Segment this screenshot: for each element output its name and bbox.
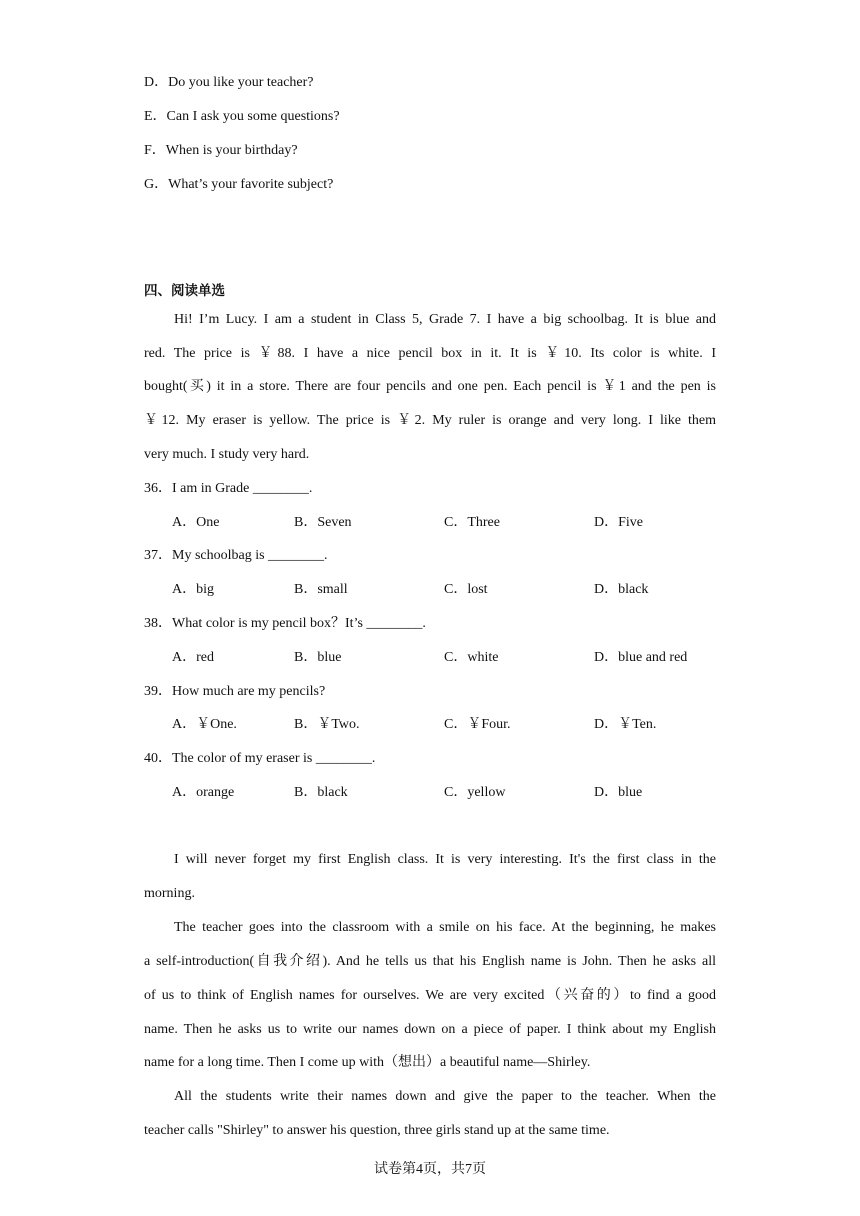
option-c[interactable]: C．yellow xyxy=(444,785,506,800)
option-a[interactable]: A．One xyxy=(172,515,220,530)
question-36-stem: 36．I am in Grade ________. xyxy=(144,481,313,496)
option-d[interactable]: D．blue and red xyxy=(594,650,688,665)
answer-option-g: G．What’s your favorite subject? xyxy=(144,177,334,192)
answer-option-e: E．Can I ask you some questions? xyxy=(144,109,340,124)
question-36-options xyxy=(172,513,732,533)
passage2-line: of us to think of English names for ourselves. We are very excited（兴奋的）to find a good xyxy=(144,988,716,1003)
option-c[interactable]: C．Three xyxy=(444,515,500,530)
option-b[interactable]: B．Seven xyxy=(294,515,352,530)
answer-option-d: D．Do you like your teacher? xyxy=(144,75,314,90)
option-b[interactable]: B．small xyxy=(294,582,348,597)
question-40-stem: 40．The color of my eraser is ________. xyxy=(144,751,376,766)
option-d[interactable]: D．Five xyxy=(594,515,643,530)
option-d[interactable]: D．blue xyxy=(594,785,643,800)
option-b[interactable]: B．blue xyxy=(294,650,342,665)
question-37-stem: 37．My schoolbag is ________. xyxy=(144,548,328,563)
passage2-line: teacher calls "Shirley" to answer his question, three girls stand up at the same time. xyxy=(144,1123,610,1138)
option-a[interactable]: A．￥One. xyxy=(172,717,237,732)
option-c[interactable]: C．￥Four. xyxy=(444,717,511,732)
option-a[interactable]: A．red xyxy=(172,650,214,665)
passage2-line: a self-introduction(自我介绍). And he tells us that his English name is John. Then he asks all xyxy=(144,954,716,969)
passage1-line: red. The price is ￥88. I have a nice pencil box in it. It is ￥10. Its color is white. I xyxy=(144,346,716,361)
passage1-line: bought(买) it in a store. There are four pencils and one pen. Each pencil is ￥1 and the pen is xyxy=(144,379,716,394)
section-title: 四、阅读单选 xyxy=(144,283,225,299)
option-d[interactable]: D．￥Ten. xyxy=(594,717,657,732)
option-a[interactable]: A．orange xyxy=(172,785,235,800)
question-39-stem: 39．How much are my pencils? xyxy=(144,684,326,699)
passage2-line: The teacher goes into the classroom with a smile on his face. At the beginning, he makes xyxy=(174,920,716,935)
question-40-options xyxy=(172,783,732,803)
question-38-stem: 38．What color is my pencil box？It’s ________. xyxy=(144,616,426,631)
option-c[interactable]: C．lost xyxy=(444,582,488,597)
option-b[interactable]: B．￥Two. xyxy=(294,717,360,732)
option-c[interactable]: C．white xyxy=(444,650,499,665)
page-footer: 试卷第4页，共7页 xyxy=(374,1162,486,1177)
option-d[interactable]: D．black xyxy=(594,582,649,597)
passage1-line: very much. I study very hard. xyxy=(144,447,310,462)
passage1-line: Hi! I’m Lucy. I am a student in Class 5, Grade 7. I have a big schoolbag. It is blue and xyxy=(174,312,716,327)
question-38-options xyxy=(172,648,732,668)
passage2-line: name for a long time. Then I come up with（想出）a beautiful name—Shirley. xyxy=(144,1055,591,1070)
passage2-line: name. Then he asks us to write our names down on a piece of paper. I think about my English xyxy=(144,1022,716,1037)
passage2-line: All the students write their names down and give the paper to the teacher. When the xyxy=(174,1089,716,1104)
passage2-line: morning. xyxy=(144,886,195,901)
answer-option-f: F．When is your birthday? xyxy=(144,143,298,158)
question-37-options xyxy=(172,580,732,600)
option-a[interactable]: A．big xyxy=(172,582,214,597)
passage1-line: ￥12. My eraser is yellow. The price is ￥2. My ruler is orange and very long. I like them xyxy=(144,413,716,428)
question-39-options xyxy=(172,715,732,735)
passage2-line: I will never forget my first English class. It is very interesting. It's the first class in the xyxy=(174,852,716,867)
option-b[interactable]: B．black xyxy=(294,785,348,800)
